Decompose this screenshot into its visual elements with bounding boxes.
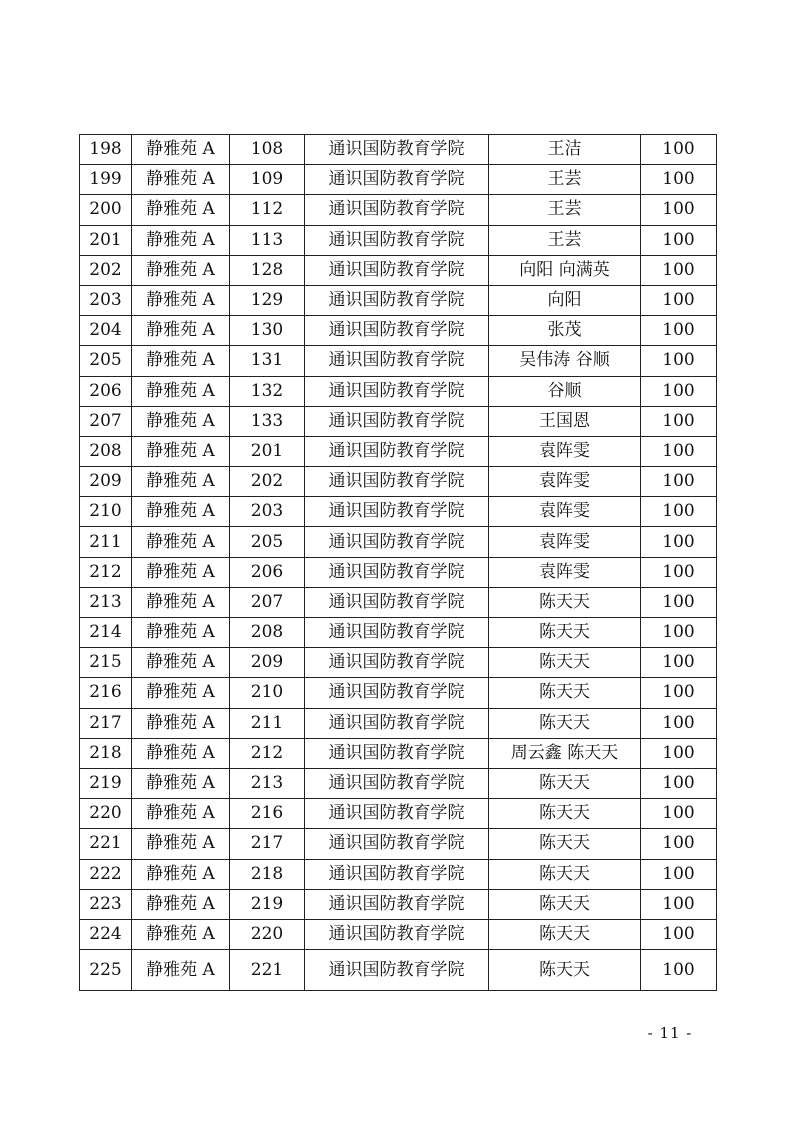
table-row [80,738,717,768]
score-cell: 100 [641,527,717,557]
table-row [80,436,717,466]
score-cell: 100 [641,678,717,708]
serial-cell: 220 [80,799,132,829]
serial-cell: 225 [80,950,132,991]
college-cell: 通识国防教育学院 [305,316,489,346]
room-cell: 217 [230,829,305,859]
building-cell: 静雅苑 A [132,919,230,949]
serial-cell: 206 [80,376,132,406]
serial-cell: 205 [80,346,132,376]
table-row [80,799,717,829]
resident-cell: 向阳 向满英 [489,255,641,285]
serial-cell: 213 [80,587,132,617]
table-row [80,135,717,165]
building-cell: 静雅苑 A [132,135,230,165]
college-cell: 通识国防教育学院 [305,768,489,798]
room-cell: 212 [230,738,305,768]
score-cell: 100 [641,467,717,497]
college-cell: 通识国防教育学院 [305,648,489,678]
score-cell: 100 [641,316,717,346]
college-cell: 通识国防教育学院 [305,859,489,889]
table-row [80,859,717,889]
score-cell: 100 [641,950,717,991]
serial-cell: 211 [80,527,132,557]
score-cell: 100 [641,285,717,315]
score-cell: 100 [641,587,717,617]
college-cell: 通识国防教育学院 [305,497,489,527]
serial-cell: 214 [80,618,132,648]
score-cell: 100 [641,557,717,587]
resident-cell: 陈天天 [489,919,641,949]
room-cell: 112 [230,195,305,225]
college-cell: 通识国防教育学院 [305,738,489,768]
serial-cell: 207 [80,406,132,436]
college-cell: 通识国防教育学院 [305,225,489,255]
resident-cell: 袁阵雯 [489,527,641,557]
table-row [80,406,717,436]
building-cell: 静雅苑 A [132,829,230,859]
serial-cell: 202 [80,255,132,285]
college-cell: 通识国防教育学院 [305,678,489,708]
score-cell: 100 [641,376,717,406]
serial-cell: 219 [80,768,132,798]
room-cell: 205 [230,527,305,557]
table-row [80,678,717,708]
building-cell: 静雅苑 A [132,406,230,436]
room-cell: 211 [230,708,305,738]
table-row [80,165,717,195]
college-cell: 通识国防教育学院 [305,829,489,859]
score-cell: 100 [641,195,717,225]
college-cell: 通识国防教育学院 [305,436,489,466]
resident-cell: 陈天天 [489,829,641,859]
college-cell: 通识国防教育学院 [305,950,489,991]
building-cell: 静雅苑 A [132,557,230,587]
page-number: - 11 - [647,1024,693,1042]
college-cell: 通识国防教育学院 [305,889,489,919]
college-cell: 通识国防教育学院 [305,195,489,225]
serial-cell: 208 [80,436,132,466]
serial-cell: 224 [80,919,132,949]
resident-cell: 王洁 [489,135,641,165]
resident-cell: 陈天天 [489,859,641,889]
building-cell: 静雅苑 A [132,527,230,557]
room-cell: 128 [230,255,305,285]
table-row [80,587,717,617]
building-cell: 静雅苑 A [132,678,230,708]
dormitory-table [79,134,717,991]
room-cell: 109 [230,165,305,195]
resident-cell: 陈天天 [489,799,641,829]
college-cell: 通识国防教育学院 [305,346,489,376]
resident-cell: 王芸 [489,225,641,255]
score-cell: 100 [641,768,717,798]
serial-cell: 222 [80,859,132,889]
score-cell: 100 [641,135,717,165]
serial-cell: 223 [80,889,132,919]
resident-cell: 陈天天 [489,648,641,678]
resident-cell: 吴伟涛 谷顺 [489,346,641,376]
building-cell: 静雅苑 A [132,708,230,738]
resident-cell: 袁阵雯 [489,557,641,587]
table-row [80,557,717,587]
serial-cell: 201 [80,225,132,255]
table-row [80,618,717,648]
college-cell: 通识国防教育学院 [305,919,489,949]
table-row [80,225,717,255]
table-row [80,527,717,557]
table-row [80,467,717,497]
room-cell: 219 [230,889,305,919]
college-cell: 通识国防教育学院 [305,165,489,195]
college-cell: 通识国防教育学院 [305,618,489,648]
college-cell: 通识国防教育学院 [305,708,489,738]
resident-cell: 王芸 [489,165,641,195]
table-row [80,497,717,527]
table-row [80,195,717,225]
score-cell: 100 [641,497,717,527]
room-cell: 201 [230,436,305,466]
college-cell: 通识国防教育学院 [305,557,489,587]
room-cell: 209 [230,648,305,678]
resident-cell: 陈天天 [489,678,641,708]
score-cell: 100 [641,648,717,678]
room-cell: 210 [230,678,305,708]
table-row [80,376,717,406]
college-cell: 通识国防教育学院 [305,406,489,436]
serial-cell: 215 [80,648,132,678]
building-cell: 静雅苑 A [132,497,230,527]
building-cell: 静雅苑 A [132,587,230,617]
score-cell: 100 [641,618,717,648]
building-cell: 静雅苑 A [132,436,230,466]
resident-cell: 陈天天 [489,618,641,648]
table-row [80,285,717,315]
resident-cell: 陈天天 [489,950,641,991]
room-cell: 113 [230,225,305,255]
building-cell: 静雅苑 A [132,889,230,919]
college-cell: 通识国防教育学院 [305,255,489,285]
room-cell: 130 [230,316,305,346]
room-cell: 207 [230,587,305,617]
table-row [80,346,717,376]
college-cell: 通识国防教育学院 [305,135,489,165]
college-cell: 通识国防教育学院 [305,527,489,557]
table-row [80,889,717,919]
building-cell: 静雅苑 A [132,255,230,285]
score-cell: 100 [641,738,717,768]
college-cell: 通识国防教育学院 [305,376,489,406]
serial-cell: 209 [80,467,132,497]
score-cell: 100 [641,859,717,889]
building-cell: 静雅苑 A [132,195,230,225]
building-cell: 静雅苑 A [132,165,230,195]
college-cell: 通识国防教育学院 [305,285,489,315]
table-row [80,950,717,991]
room-cell: 203 [230,497,305,527]
serial-cell: 200 [80,195,132,225]
building-cell: 静雅苑 A [132,618,230,648]
table-row [80,919,717,949]
room-cell: 129 [230,285,305,315]
college-cell: 通识国防教育学院 [305,799,489,829]
building-cell: 静雅苑 A [132,316,230,346]
score-cell: 100 [641,165,717,195]
table-row [80,648,717,678]
room-cell: 213 [230,768,305,798]
table-row [80,316,717,346]
building-cell: 静雅苑 A [132,346,230,376]
room-cell: 218 [230,859,305,889]
serial-cell: 204 [80,316,132,346]
serial-cell: 199 [80,165,132,195]
room-cell: 132 [230,376,305,406]
resident-cell: 向阳 [489,285,641,315]
building-cell: 静雅苑 A [132,859,230,889]
building-cell: 静雅苑 A [132,950,230,991]
building-cell: 静雅苑 A [132,285,230,315]
resident-cell: 王芸 [489,195,641,225]
score-cell: 100 [641,919,717,949]
score-cell: 100 [641,829,717,859]
resident-cell: 谷顺 [489,376,641,406]
room-cell: 202 [230,467,305,497]
building-cell: 静雅苑 A [132,648,230,678]
room-cell: 133 [230,406,305,436]
table-row [80,255,717,285]
serial-cell: 212 [80,557,132,587]
room-cell: 108 [230,135,305,165]
resident-cell: 陈天天 [489,768,641,798]
room-cell: 221 [230,950,305,991]
score-cell: 100 [641,889,717,919]
table-row [80,768,717,798]
serial-cell: 198 [80,135,132,165]
score-cell: 100 [641,346,717,376]
serial-cell: 216 [80,678,132,708]
room-cell: 216 [230,799,305,829]
resident-cell: 袁阵雯 [489,497,641,527]
score-cell: 100 [641,436,717,466]
room-cell: 208 [230,618,305,648]
resident-cell: 袁阵雯 [489,436,641,466]
serial-cell: 217 [80,708,132,738]
resident-cell: 张茂 [489,316,641,346]
resident-cell: 王国恩 [489,406,641,436]
room-cell: 131 [230,346,305,376]
table-row [80,708,717,738]
resident-cell: 陈天天 [489,889,641,919]
building-cell: 静雅苑 A [132,799,230,829]
score-cell: 100 [641,406,717,436]
room-cell: 220 [230,919,305,949]
table-body [80,135,717,991]
room-cell: 206 [230,557,305,587]
resident-cell: 周云鑫 陈天天 [489,738,641,768]
table-row [80,829,717,859]
building-cell: 静雅苑 A [132,768,230,798]
resident-cell: 陈天天 [489,708,641,738]
college-cell: 通识国防教育学院 [305,467,489,497]
score-cell: 100 [641,255,717,285]
college-cell: 通识国防教育学院 [305,587,489,617]
resident-cell: 袁阵雯 [489,467,641,497]
building-cell: 静雅苑 A [132,738,230,768]
serial-cell: 218 [80,738,132,768]
score-cell: 100 [641,225,717,255]
serial-cell: 203 [80,285,132,315]
score-cell: 100 [641,799,717,829]
building-cell: 静雅苑 A [132,467,230,497]
score-cell: 100 [641,708,717,738]
resident-cell: 陈天天 [489,587,641,617]
building-cell: 静雅苑 A [132,376,230,406]
serial-cell: 221 [80,829,132,859]
building-cell: 静雅苑 A [132,225,230,255]
serial-cell: 210 [80,497,132,527]
